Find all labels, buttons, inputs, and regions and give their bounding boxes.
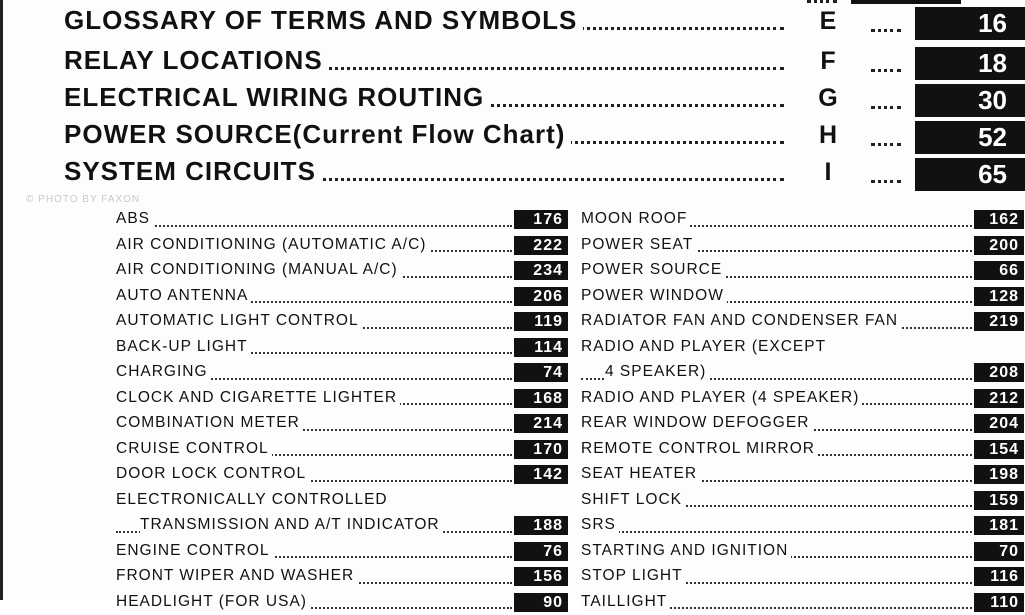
- entry-page-number[interactable]: 204: [974, 414, 1024, 433]
- section-page-number[interactable]: 52: [915, 121, 1025, 154]
- index-entry[interactable]: [581, 207, 1024, 233]
- entry-label: ENGINE CONTROL: [116, 542, 273, 560]
- index-entry[interactable]: [581, 513, 1024, 539]
- entry-label: AIR CONDITIONING (AUTOMATIC A/C): [116, 236, 429, 254]
- entry-page-number[interactable]: 198: [974, 465, 1024, 484]
- index-entry[interactable]: [581, 309, 1024, 335]
- section-title: SYSTEM CIRCUITS: [64, 156, 322, 187]
- section-page-number[interactable]: 16: [915, 7, 1025, 40]
- entry-label: RADIATOR FAN AND CONDENSER FAN: [581, 312, 901, 330]
- entry-page-number[interactable]: 208: [974, 363, 1024, 382]
- index-entry[interactable]: [581, 233, 1024, 259]
- watermark: © PHOTO BY FAXON: [26, 194, 140, 205]
- index-column-left: [116, 207, 568, 615]
- entry-label: HEADLIGHT (FOR USA): [116, 593, 310, 611]
- section-letter: E: [816, 7, 840, 36]
- index-entry[interactable]: [581, 258, 1024, 284]
- index-entry[interactable]: [116, 360, 568, 386]
- leader-dots: [871, 29, 901, 32]
- entry-page-number[interactable]: 214: [514, 414, 568, 433]
- index-entry[interactable]: [581, 386, 1024, 412]
- index-entry[interactable]: [116, 564, 568, 590]
- entry-label: REAR WINDOW DEFOGGER: [581, 414, 812, 432]
- index-entry[interactable]: [581, 488, 1024, 514]
- entry-page-number[interactable]: 70: [974, 542, 1024, 561]
- entry-label: CRUISE CONTROL: [116, 440, 272, 458]
- index-entry[interactable]: [116, 411, 568, 437]
- entry-label: SHIFT LOCK: [581, 491, 685, 509]
- entry-page-number[interactable]: 66: [974, 261, 1024, 280]
- entry-page-number[interactable]: 128: [974, 287, 1024, 306]
- entry-label: AUTOMATIC LIGHT CONTROL: [116, 312, 362, 330]
- section-letter: F: [816, 47, 840, 76]
- index-entry[interactable]: [581, 284, 1024, 310]
- entry-page-number[interactable]: 181: [974, 516, 1024, 535]
- entry-page-number[interactable]: 219: [974, 312, 1024, 331]
- index-entry[interactable]: [116, 309, 568, 335]
- entry-page-number[interactable]: 76: [514, 542, 568, 561]
- entry-label: DOOR LOCK CONTROL: [116, 465, 309, 483]
- entry-page-number[interactable]: 110: [974, 593, 1024, 612]
- entry-page-number[interactable]: 159: [974, 491, 1024, 510]
- section-letter: H: [816, 121, 840, 150]
- cropped-row-dots: [807, 0, 837, 3]
- section-row[interactable]: [64, 4, 1024, 40]
- section-title: RELAY LOCATIONS: [64, 45, 329, 76]
- leader-dots: [581, 531, 972, 533]
- index-entry[interactable]: [116, 335, 568, 361]
- entry-label: FRONT WIPER AND WASHER: [116, 567, 357, 585]
- leader-dots: [871, 180, 901, 183]
- index-entry[interactable]: [116, 437, 568, 463]
- entry-label: ELECTRONICALLY CONTROLLED: [116, 491, 391, 509]
- section-title: GLOSSARY OF TERMS AND SYMBOLS: [64, 5, 583, 36]
- entry-page-number[interactable]: 170: [514, 440, 568, 459]
- entry-label: RADIO AND PLAYER (4 SPEAKER): [581, 389, 862, 407]
- leader-dots: [871, 106, 901, 109]
- entry-label: TAILLIGHT: [581, 593, 670, 611]
- section-letter: G: [816, 84, 840, 113]
- index-entry[interactable]: [581, 411, 1024, 437]
- entry-label: COMBINATION METER: [116, 414, 303, 432]
- entry-page-number[interactable]: 114: [514, 338, 568, 357]
- entry-page-number[interactable]: 234: [514, 261, 568, 280]
- section-page-number[interactable]: 18: [915, 47, 1025, 80]
- entry-label: REMOTE CONTROL MIRROR: [581, 440, 818, 458]
- entry-label: CLOCK AND CIGARETTE LIGHTER: [116, 389, 400, 407]
- leader-dots: [116, 225, 512, 227]
- entry-page-number[interactable]: 176: [514, 210, 568, 229]
- index-entry[interactable]: [581, 462, 1024, 488]
- section-page-number[interactable]: 30: [915, 84, 1025, 117]
- entry-page-number[interactable]: 188: [514, 516, 568, 535]
- section-letter: I: [816, 158, 840, 187]
- section-title: ELECTRICAL WIRING ROUTING: [64, 82, 490, 113]
- entry-page-number[interactable]: 154: [974, 440, 1024, 459]
- section-row[interactable]: [64, 118, 1024, 154]
- index-entry[interactable]: [116, 539, 568, 565]
- index-entry[interactable]: [116, 233, 568, 259]
- entry-label: POWER WINDOW: [581, 287, 727, 305]
- entry-label: STARTING AND IGNITION: [581, 542, 791, 560]
- section-row[interactable]: [64, 44, 1024, 80]
- leader-dots: [871, 143, 901, 146]
- entry-page-number[interactable]: 156: [514, 567, 568, 586]
- entry-label: TRANSMISSION AND A/T INDICATOR: [140, 516, 443, 534]
- section-page-number[interactable]: 65: [915, 158, 1025, 191]
- index-entry[interactable]: [116, 258, 568, 284]
- index-entry[interactable]: [116, 488, 568, 514]
- entry-page-number[interactable]: 222: [514, 236, 568, 255]
- section-row[interactable]: [64, 155, 1024, 191]
- entry-page-number[interactable]: 168: [514, 389, 568, 408]
- index-entry[interactable]: [116, 386, 568, 412]
- leader-dots: [871, 69, 901, 72]
- index-entry[interactable]: [581, 590, 1024, 615]
- page-edge: [0, 0, 3, 600]
- index-entry[interactable]: [581, 564, 1024, 590]
- entry-label: STOP LIGHT: [581, 567, 686, 585]
- entry-page-number[interactable]: 200: [974, 236, 1024, 255]
- entry-label: AUTO ANTENNA: [116, 287, 251, 305]
- index-entry[interactable]: [116, 462, 568, 488]
- entry-label: ABS: [116, 210, 153, 228]
- entry-label: CHARGING: [116, 363, 211, 381]
- index-entry[interactable]: [581, 335, 1024, 361]
- index-entry[interactable]: [116, 284, 568, 310]
- index-entry[interactable]: [116, 207, 568, 233]
- entry-label: SEAT HEATER: [581, 465, 700, 483]
- entry-page-number[interactable]: 90: [514, 593, 568, 612]
- section-row[interactable]: [64, 81, 1024, 117]
- entry-page-number[interactable]: 142: [514, 465, 568, 484]
- index-entry[interactable]: [581, 539, 1024, 565]
- entry-page-number[interactable]: 119: [514, 312, 568, 331]
- index-entry[interactable]: [581, 360, 1024, 386]
- entry-label: RADIO AND PLAYER (EXCEPT: [581, 338, 829, 356]
- entry-page-number[interactable]: 206: [514, 287, 568, 306]
- index-entry[interactable]: [116, 590, 568, 615]
- entry-label: AIR CONDITIONING (MANUAL A/C): [116, 261, 401, 279]
- entry-page-number[interactable]: 212: [974, 389, 1024, 408]
- entry-label: MOON ROOF: [581, 210, 690, 228]
- entry-label: SRS: [581, 516, 619, 534]
- entry-page-number[interactable]: 116: [974, 567, 1024, 586]
- entry-page-number[interactable]: 162: [974, 210, 1024, 229]
- entry-label: POWER SOURCE: [581, 261, 725, 279]
- entry-page-number[interactable]: 74: [514, 363, 568, 382]
- entry-label: POWER SEAT: [581, 236, 696, 254]
- index-column-right: [581, 207, 1024, 615]
- index-entry[interactable]: [581, 437, 1024, 463]
- index-entry[interactable]: [116, 513, 568, 539]
- entry-label: 4 SPEAKER): [605, 363, 709, 381]
- section-title: POWER SOURCE(Current Flow Chart): [64, 119, 571, 150]
- entry-label: BACK-UP LIGHT: [116, 338, 251, 356]
